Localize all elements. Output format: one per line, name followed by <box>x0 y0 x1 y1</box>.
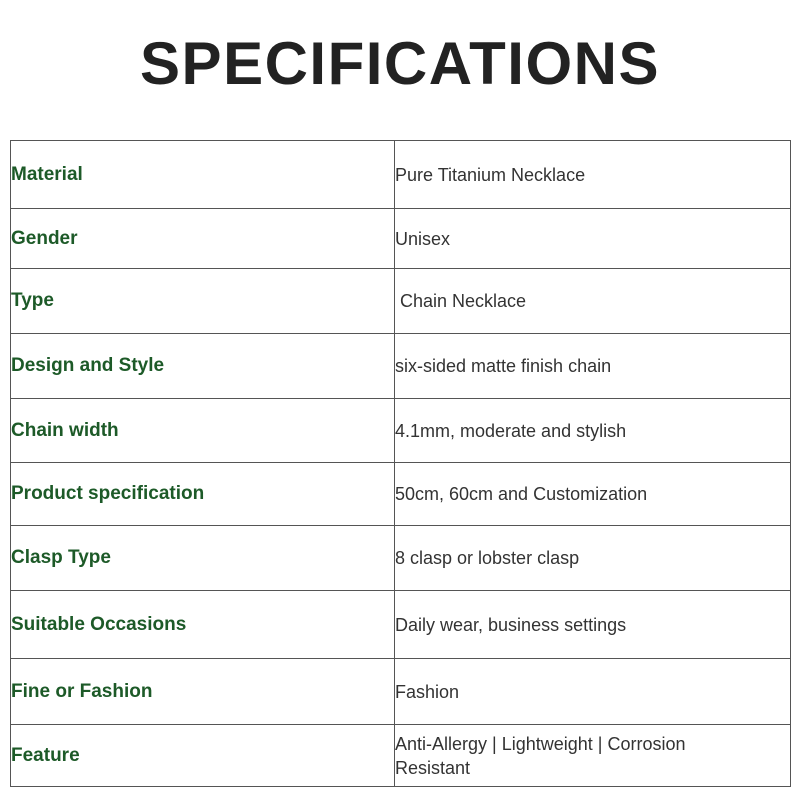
table-row <box>11 591 791 659</box>
table-row <box>11 725 791 787</box>
row-value: Daily wear, business settings <box>395 591 791 659</box>
row-label: Design and Style <box>11 334 395 399</box>
table-row <box>11 334 791 399</box>
row-label: Clasp Type <box>11 526 395 591</box>
row-label: Fine or Fashion <box>11 659 395 725</box>
row-value: 50cm, 60cm and Customization <box>395 463 791 526</box>
row-value: Anti-Allergy | Lightweight | Corrosion Resistant <box>395 725 791 787</box>
row-value: Unisex <box>395 209 791 269</box>
table-row <box>11 659 791 725</box>
row-label: Product specification <box>11 463 395 526</box>
row-label: Material <box>11 141 395 209</box>
row-label: Chain width <box>11 399 395 463</box>
row-label: Type <box>11 269 395 334</box>
page-title: SPECIFICATIONS <box>140 30 660 97</box>
table-row <box>11 209 791 269</box>
row-value: 4.1mm, moderate and stylish <box>395 399 791 463</box>
row-value: six-sided matte finish chain <box>395 334 791 399</box>
table-row <box>11 141 791 209</box>
row-value: Chain Necklace <box>395 269 791 334</box>
table-row <box>11 526 791 591</box>
table-row <box>11 463 791 526</box>
specifications-table <box>10 140 791 787</box>
table-row <box>11 399 791 463</box>
row-value: 8 clasp or lobster clasp <box>395 526 791 591</box>
row-label: Feature <box>11 725 395 787</box>
row-label: Gender <box>11 209 395 269</box>
row-label: Suitable Occasions <box>11 591 395 659</box>
row-value: Fashion <box>395 659 791 725</box>
table-row <box>11 269 791 334</box>
row-value: Pure Titanium Necklace <box>395 141 791 209</box>
